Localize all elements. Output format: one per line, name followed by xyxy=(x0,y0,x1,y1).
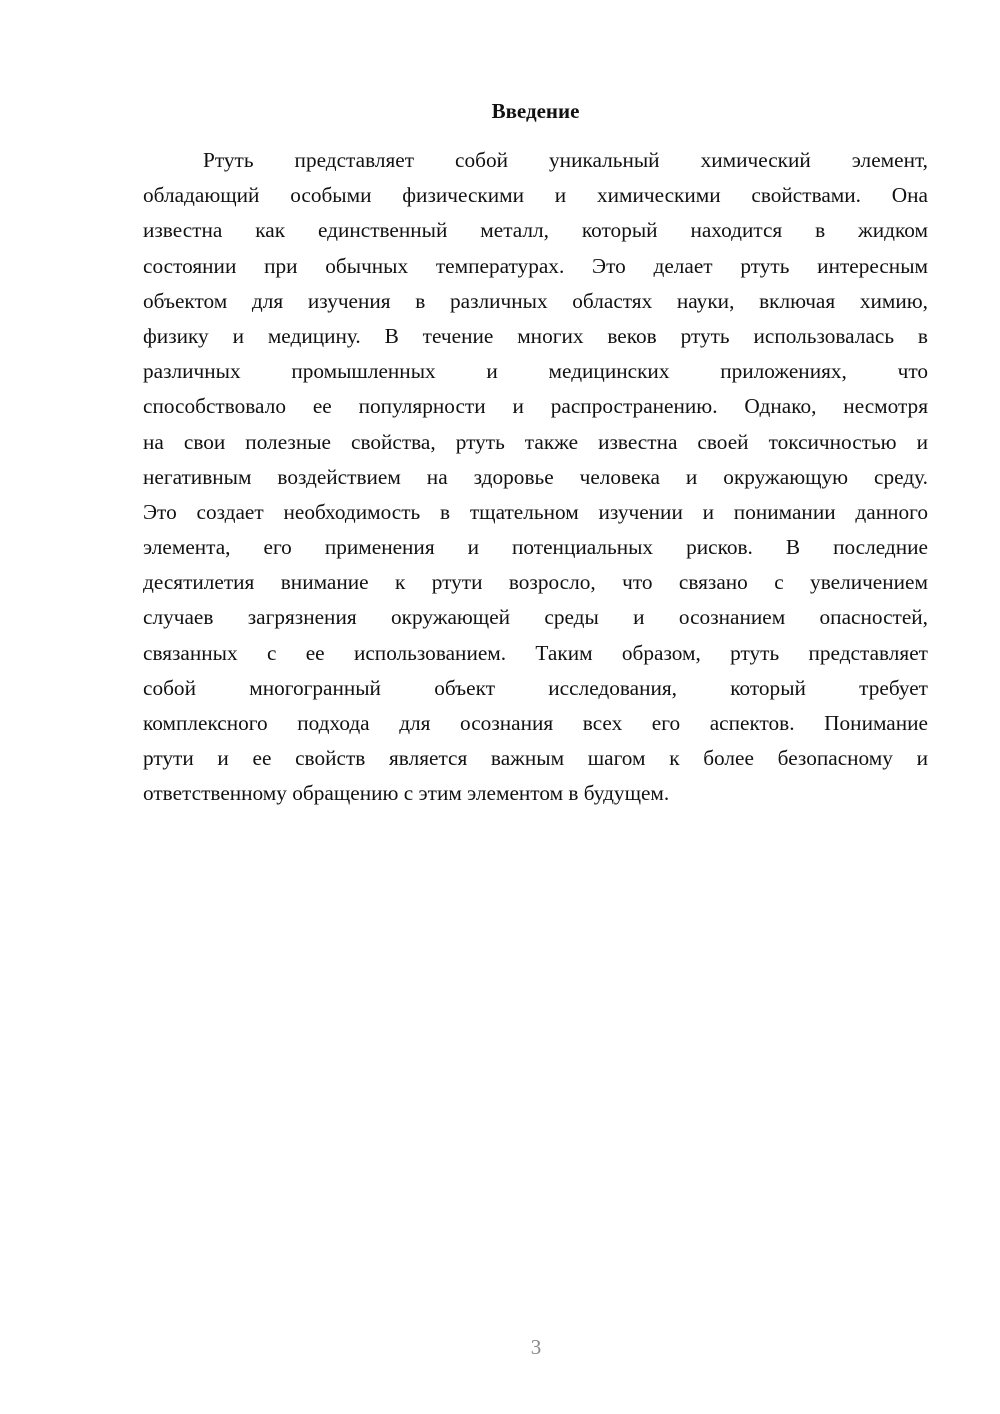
paragraph-line: объектом для изучения в различных областях науки, включая химию, xyxy=(143,288,928,313)
paragraph-line: различных промышленных и медицинских приложениях, что xyxy=(143,359,928,384)
paragraph-line: случаев загрязнения окружающей среды и осознанием опасностей, xyxy=(143,605,928,630)
paragraph-line: элемента, его применения и потенциальных рисков. В последние xyxy=(143,535,928,560)
paragraph-line: Ртуть представляет собой уникальный химический элемент, xyxy=(203,148,928,172)
paragraph-line: ртути и ее свойств является важным шагом к более безопасному и xyxy=(143,746,928,771)
paragraph-line: обладающий особыми физическими и химическими свойствами. Она xyxy=(143,183,928,208)
body-paragraph xyxy=(143,143,928,812)
paragraph-line: состоянии при обычных температурах. Это делает ртуть интересным xyxy=(143,253,928,278)
paragraph-line: комплексного подхода для осознания всех его аспектов. Понимание xyxy=(143,711,928,735)
paragraph-line: десятилетия внимание к ртути возросло, что связано с увеличением xyxy=(143,570,928,595)
page-number: 3 xyxy=(530,1335,542,1359)
paragraph-line: собой многогранный объект исследования, который требует xyxy=(143,675,928,700)
paragraph-line: Это создает необходимость в тщательном изучении и понимании данного xyxy=(143,499,928,524)
paragraph-line: ответственному обращению с этим элементом в будущем. xyxy=(143,781,670,806)
paragraph-line: негативным воздействием на здоровье человека и окружающую среду. xyxy=(143,464,928,489)
paragraph-line: физику и медицину. В течение многих веков ртуть использовалась в xyxy=(143,323,928,348)
paragraph-line: известна как единственный металл, который находится в жидком xyxy=(143,218,928,243)
paragraph-line: связанных с ее использованием. Таким образом, ртуть представляет xyxy=(143,640,928,665)
page-heading: Введение xyxy=(491,99,580,123)
paragraph-line: на свои полезные свойства, ртуть также известна своей токсичностью и xyxy=(143,429,928,454)
paragraph-line: способствовало ее популярности и распространению. Однако, несмотря xyxy=(143,394,928,419)
